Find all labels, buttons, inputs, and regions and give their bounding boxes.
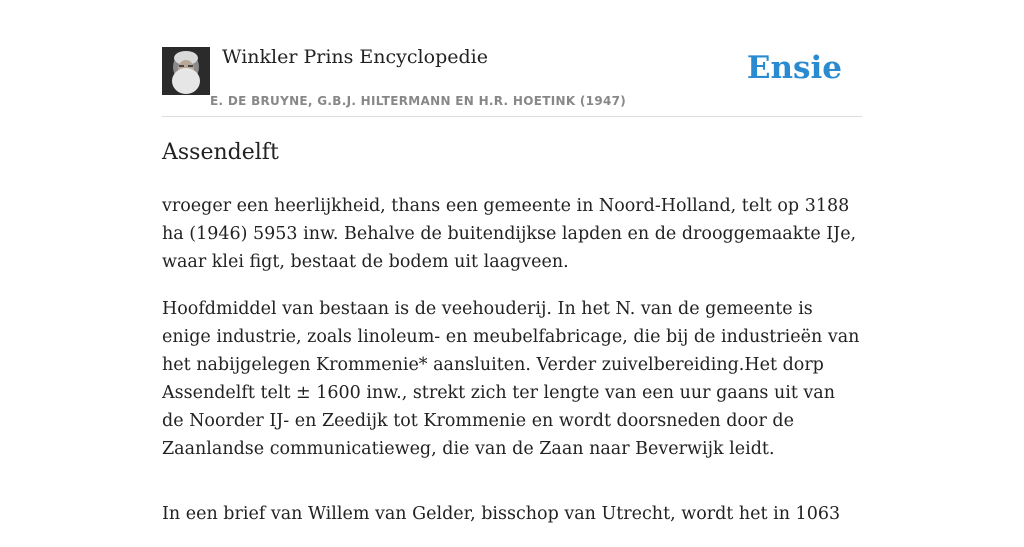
ensie-logo-link[interactable]: Ensie [746,50,842,86]
author-avatar[interactable] [162,47,210,95]
source-title[interactable]: Winkler Prins Encyclopedie [222,46,488,68]
author-portrait-icon [162,47,210,95]
article-paragraph: Hoofdmiddel van bestaan is de veehouderij. In het N. van de gemeente is enige industrie, zoals linoleum- en meubelfabricage, die bij de industrieën van het nabijgelegen Krommenie* aansluiten. Verder zuivelbereiding.Het dorp Assendelft telt ± 1600 inw., strekt zich ter lengte van een uur gaans uit van de Noorder IJ- en Zeedijk tot Krommenie en wordt doorsneden door de Zaanlandse communicatieweg, die van de Zaan naar Beverwijk leidt. [162,299,860,459]
article-title: Assendelft [162,140,279,165]
source-authors: E. DE BRUYNE, G.B.J. HILTERMANN EN H.R. HOETINK (1947) [210,94,627,108]
article-body [162,192,862,547]
source-header [162,44,862,117]
article-paragraph: In een brief van Willem van Gelder, bisschop van Utrecht, wordt het in 1063 [162,504,841,524]
article-paragraph: vroeger een heerlijkheid, thans een gemeente in Noord-Holland, telt op 3188 ha (1946) 5953 inw. Behalve de buitendijkse lapden en de drooggemaakte IJe, waar klei figt, bestaat de bodem uit laagveen. [162,196,857,272]
